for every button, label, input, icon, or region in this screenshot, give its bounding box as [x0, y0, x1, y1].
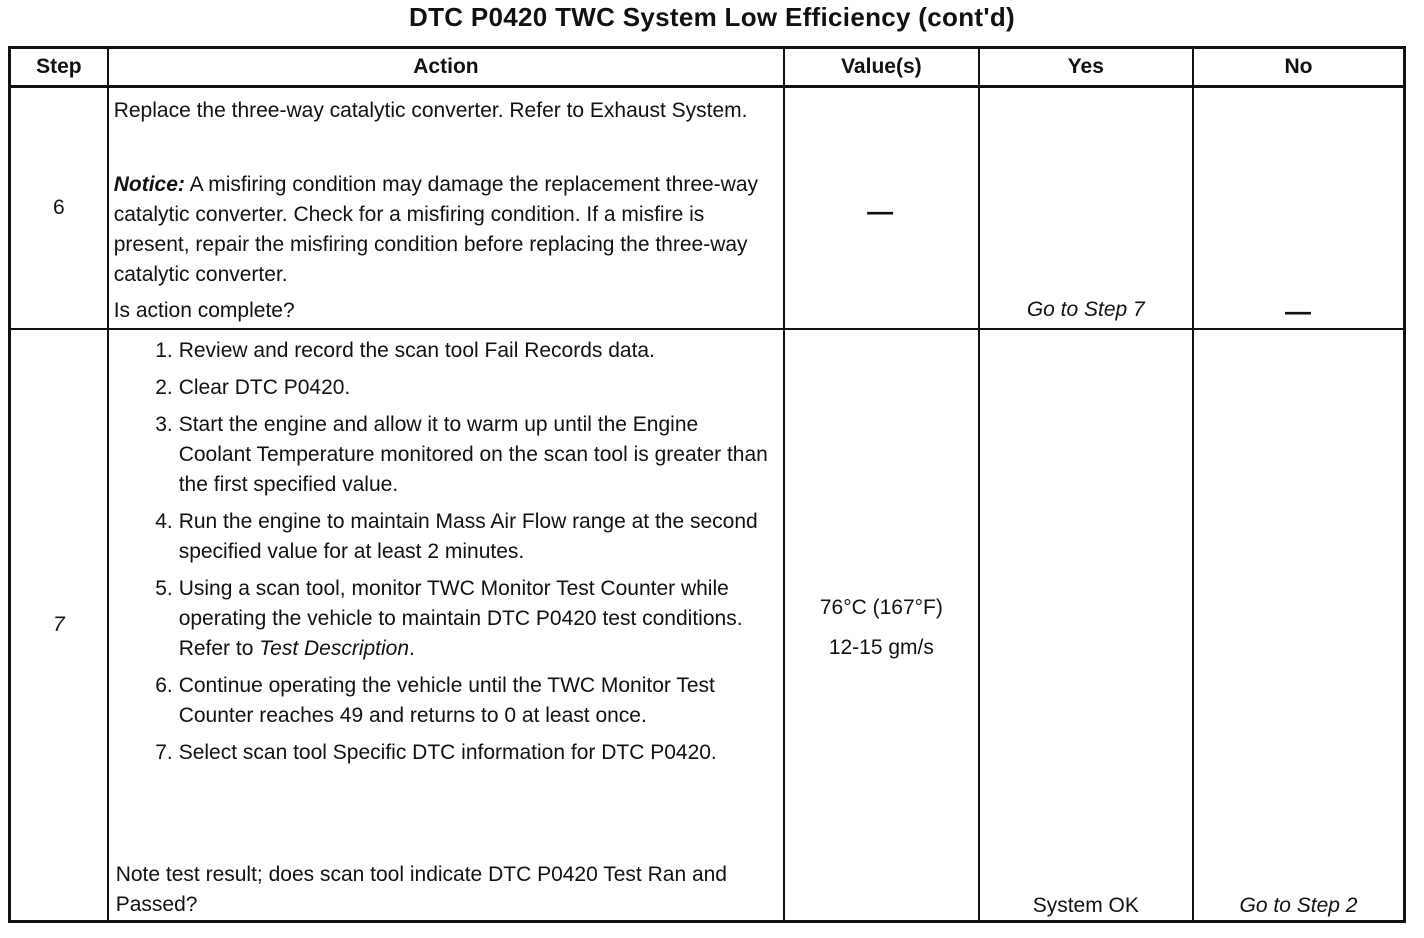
list-item: 5. Using a scan tool, monitor TWC Monitor Test Counter while operating the vehicle to maintain DTC P0420 test conditions. Refer to Test Description.	[155, 577, 743, 660]
no-cell-step-6	[1193, 87, 1404, 330]
action-question: Is action complete?	[113, 299, 295, 322]
header-no: No	[1193, 48, 1404, 87]
value-mass-air-flow: 12-15 gm/s	[828, 636, 934, 659]
step-number: 7	[10, 329, 108, 922]
header-step: Step	[10, 48, 108, 87]
step-number: 6	[10, 87, 108, 330]
list-item: 2. Clear DTC P0420.	[155, 376, 351, 399]
yes-cell-step-6	[979, 87, 1193, 330]
action-cell-step-7	[108, 329, 784, 922]
value-temperature: 76°C (167°F)	[819, 596, 943, 619]
list-item: 1. Review and record the scan tool Fail Records data.	[155, 339, 655, 362]
notice-text: A misfiring condition may damage the replacement three-way catalytic converter. Check for a misfiring condition. If a misfire is present, repair the misfiring condition before replacing the three-way catalytic converter.	[113, 173, 759, 286]
action-question: Note test result; does scan tool indicate DTC P0420 Test Ran and Passed?	[115, 863, 727, 916]
value-cell-step-6	[784, 87, 978, 330]
header-yes: Yes	[979, 48, 1193, 87]
no-dash: —	[1285, 296, 1312, 326]
list-item: 4. Run the engine to maintain Mass Air Flow range at the second specified value for at least 2 minutes.	[155, 510, 758, 563]
yes-cell-step-7	[979, 329, 1193, 922]
action-text: Replace the three-way catalytic converter. Refer to Exhaust System.	[113, 99, 748, 122]
notice-paragraph	[114, 170, 778, 290]
list-item: 3. Start the engine and allow it to warm up until the Engine Coolant Temperature monitored on the scan tool is greater than the first specified value.	[155, 413, 768, 496]
diagnostic-table	[8, 46, 1406, 923]
test-description-ref: Test Description	[259, 637, 410, 660]
list-item: 7. Select scan tool Specific DTC information for DTC P0420.	[155, 741, 717, 764]
no-cell-step-7	[1193, 329, 1404, 922]
table-header-row	[10, 48, 1405, 87]
value-dash: —	[867, 196, 894, 226]
no-result: Go to Step 2	[1239, 894, 1358, 917]
yes-result: Go to Step 7	[1026, 298, 1145, 321]
procedure-list	[109, 336, 773, 775]
header-action: Action	[108, 48, 784, 87]
table-row-step-6	[10, 87, 1405, 330]
table-row-step-7	[10, 329, 1405, 922]
value-cell-step-7	[784, 329, 978, 922]
notice-label: Notice:	[113, 173, 185, 196]
action-cell-step-6	[108, 87, 784, 330]
document-title: DTC P0420 TWC System Low Efficiency (cont'd)	[409, 2, 1015, 32]
header-values: Value(s)	[784, 48, 978, 87]
yes-result: System OK	[1032, 894, 1139, 917]
list-item: 6. Continue operating the vehicle until the TWC Monitor Test Counter reaches 49 and returns to 0 at least once.	[155, 674, 715, 727]
